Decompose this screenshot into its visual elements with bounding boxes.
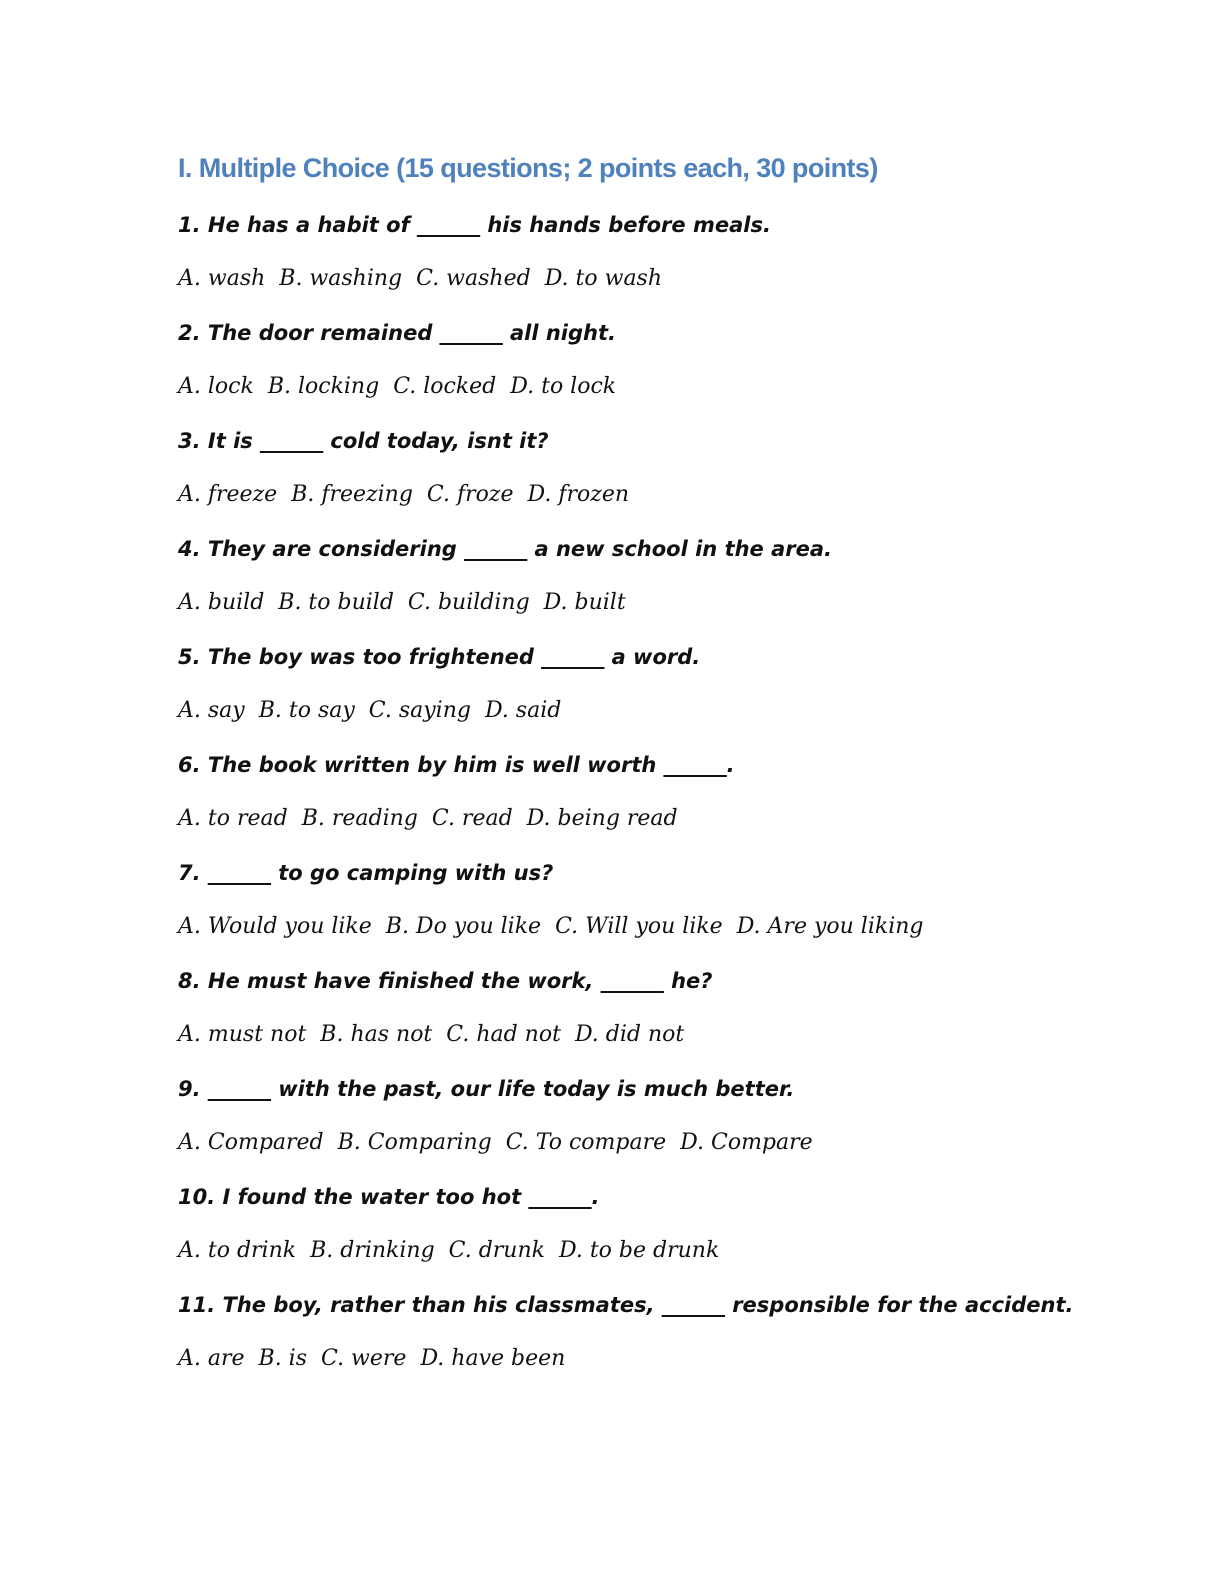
option-b: B. washing [279,266,403,291]
option-d: D. said [484,698,562,723]
question-item [178,858,1078,966]
question-stem: 10. I found the water too hot ______. [178,1185,600,1209]
answer-options [178,804,1078,858]
answer-options [178,1344,1078,1398]
question-stem: 11. The boy, rather than his classmates, ______ responsible for the accident. [178,1293,1074,1317]
option-d: D. Compare [680,1130,813,1155]
answer-options [178,696,1078,750]
option-a: A. build [178,590,265,615]
option-a: A. are [178,1346,245,1371]
answer-options [178,480,1078,534]
option-c: C. locked [393,374,497,399]
option-c: C. To compare [505,1130,667,1155]
question-list [178,210,1078,1398]
option-b: B. has not [320,1022,433,1047]
question-item [178,1290,1078,1398]
option-a: A. to read [178,806,288,831]
option-a: A. wash [178,266,266,291]
option-c: C. read [431,806,513,831]
option-c: C. were [321,1346,407,1371]
option-a: A. lock [178,374,254,399]
option-d: D. being read [526,806,678,831]
option-b: B. Do you like [385,914,542,939]
option-a: A. Compared [178,1130,324,1155]
option-b: B. is [258,1346,308,1371]
question-item [178,426,1078,534]
option-d: D. to be drunk [558,1238,720,1263]
option-c: C. drunk [448,1238,545,1263]
option-b: B. locking [267,374,380,399]
option-b: B. Comparing [337,1130,492,1155]
question-stem: 3. It is ______ cold today, isnt it? [178,429,549,453]
option-c: C. had not [446,1022,561,1047]
question-stem: 6. The book written by him is well worth ______. [178,753,735,777]
option-d: D. have been [420,1346,566,1371]
option-a: A. to drink [178,1238,297,1263]
option-c: C. Will you like [555,914,723,939]
option-d: D. Are you liking [736,914,924,939]
question-stem: 9. ______ with the past, our life today is much better. [178,1077,795,1101]
question-item [178,1182,1078,1290]
option-a: A. say [178,698,245,723]
question-stem: 4. They are considering ______ a new school in the area. [178,537,833,561]
option-b: B. reading [301,806,418,831]
question-stem: 1. He has a habit of ______ his hands before meals. [178,213,771,237]
answer-options [178,1020,1078,1074]
section-heading: I. Multiple Choice (15 questions; 2 points each, 30 points) [178,153,878,183]
option-a: A. freeze [178,482,278,507]
question-stem: 5. The boy was too frightened ______ a word. [178,645,701,669]
option-b: B. freezing [291,482,413,507]
answer-options [178,912,1078,966]
question-stem: 8. He must have finished the work, ______ he? [178,969,713,993]
option-c: C. froze [426,482,514,507]
option-b: B. to build [278,590,394,615]
question-stem: 7. ______ to go camping with us? [178,861,554,885]
question-item [178,966,1078,1074]
question-item [178,210,1078,318]
option-d: D. frozen [527,482,630,507]
option-d: D. to lock [510,374,617,399]
option-c: C. building [407,590,530,615]
question-stem: 2. The door remained ______ all night. [178,321,617,345]
question-item [178,534,1078,642]
option-d: D. did not [574,1022,685,1047]
option-d: D. to wash [544,266,663,291]
answer-options [178,1128,1078,1182]
question-item [178,750,1078,858]
answer-options [178,372,1078,426]
answer-options [178,264,1078,318]
option-c: C. washed [416,266,531,291]
document-page [178,146,1078,1398]
option-a: A. Would you like [178,914,372,939]
answer-options [178,588,1078,642]
question-item [178,642,1078,750]
option-c: C. saying [368,698,471,723]
question-item [178,1074,1078,1182]
option-b: B. drinking [310,1238,435,1263]
option-d: D. built [543,590,626,615]
answer-options [178,1236,1078,1290]
question-item [178,318,1078,426]
option-a: A. must not [178,1022,307,1047]
option-b: B. to say [258,698,355,723]
